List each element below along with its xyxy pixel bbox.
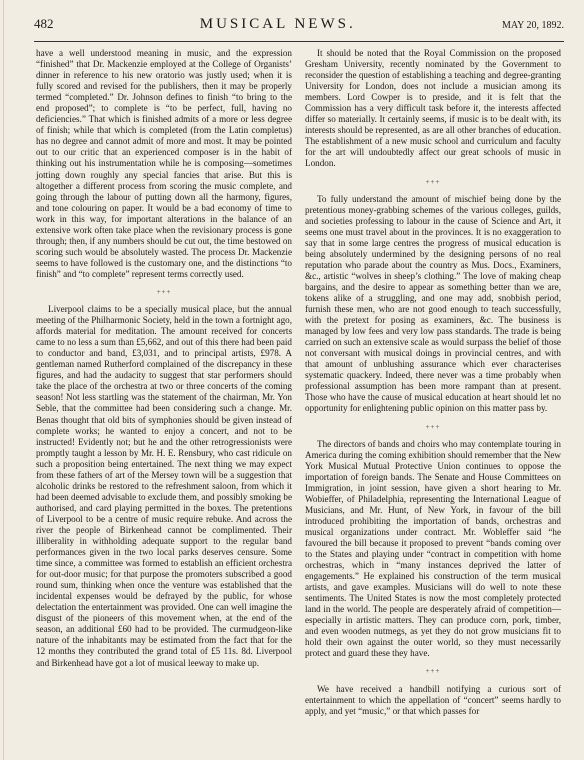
header-rule [34,41,564,42]
right-column [305,48,561,717]
section-separator: +++ [425,422,441,431]
article-paragraph: have a well understood meaning in music, and the expression “finished” that Dr. Mackenzie employed at the College of Organists’ dinner in reference to his new oratorio was justly used; when it is fully scored and revised for the publishers, then it may be properly termed “completed.” Dr. Johnson defines to finish “to bring to the end proposed”; to complete is “to be perfect, full, having no deficiencies.” That which is finished admits of a more or less degree of finish; while that which is completed (from the Latin completus) has no degree and cannot admit of more and most. It may be pointed out to our critic that an experienced composer is in the habit of thinking out his instrumentation while he is composing—sometimes jotting down roughly any special fancies that arise. But this is altogether a different process from scoring the music complete, and going through the labour of putting down all the harmony, figures, and tone colouring on paper. It would be a bad economy of time to work in this way, for important alterations in the balance of an extensive work often take place when the revisionary process is gone through; then, if any numbers should be cut out, the time bestowed on scoring such would be absolutely wasted. The process Dr. Mackenzie seems to have followed is the customary one, and the distinctions “to finish” and “to complete” represent terms correctly used. [36,48,292,279]
page-edge [3,0,4,760]
left-column [36,48,292,669]
article-paragraph: We have received a handbill notifying a curious sort of entertainment to which the appellation of “concert” seems hardly to apply, and yet “music,” or that which passes for [305,683,561,716]
section-separator: +++ [156,287,172,296]
issue-date: MAY 20, 1892. [501,20,564,31]
article-paragraph: To fully understand the amount of mischief being done by the pretentious money-grabbing schemes of the various colleges, guilds, and societies professing to labour in the cause of Science and Art, it seems one must travel about in the provinces. It is no exaggeration to say that in some large centres the progress of musical education is being absolutely undermined by the designing persons of no real reputation who parade about the country as Mus. Docs., Examiners, &c., artistic “wolves in sheep’s clothing.” The love of making cheap bargains, and the desire to appear as something better than we are, tokens alike of a struggling, and one may add, snobbish period, furnish these men, who are not good enough to teach successfully, with the pretext for posing as examiners, &c. The business is managed by low fees and very low pass standards. The trade is being carried on such an extensive scale as would surpass the belief of those not conversant with musical doings in provincial centres, and with that amount of unblushing assurance which ever characterises systematic quackery. Indeed, there never was a time probably when professional assumption has been more rampant than at present. Those who have the cause of musical education at heart should let no opportunity for enlightening public opinion on this matter pass by. [305,193,561,414]
section-separator: +++ [425,667,441,676]
section-separator: +++ [425,177,441,186]
page-number: 482 [34,16,54,31]
article-paragraph: Liverpool claims to be a specially musical place, but the annual meeting of the Philharmonic Society, held in the town a fortnight ago, affords material for meditation. The amount received for concerts came to no less a sum than £5,662, and out of this there had been paid to conductor and band, £3,031, and to principal artists, £978. A gentleman named Rutherford complained of the discrepancy in these figures, and had the audacity to suggest that star performers should take the place of the orchestra at two or three concerts of the coming season! Not less startling was the statement of the chairman, Mr. Yon Seble, that the committee had been considering such a change. Mr. Benas thought that old bits of symphonies should be given instead of complete works; he wanted to enjoy a concert, and not to be instructed! Evidently not; but he and the other retrogressionists were promptly taught a lesson by Mr. H. E. Rensbury, who cast ridicule on such a proposition being entertained. The next thing we may expect from these fathers of art of the Mersey town will be a suggestion that alcoholic drinks be restored to the refreshment saloon, from which it had been deemed advisable to exclude them, and possibly smoking be authorised, and card playing permitted in the boxes. The pretentions of Liverpool to be a centre of music require rebuke. And across the river the people of Birkenhead cannot be complimented. Their illiberality in withholding adequate support to the regular band performances given in the two local parks deserves censure. Some time since, a committee was formed to establish an efficient orchestra for out-door music; for that purpose the promoters subscribed a good round sum, thinking when once the venture was established that the incidental expenses would be defrayed by the public, for whose delectation the entertainment was provided. One can well imagine the disgust of the pioneers of this movement when, at the end of the season, an additional £60 had to be provided. The curmudgeon-like nature of the inhabitants may be estimated from the fact that for the 12 months they contributed the grand total of £5 11s. 8d. Liverpool and Birkenhead have got a lot of musical leeway to make up. [36,304,292,668]
publication-title: MUSICAL NEWS. [199,16,356,32]
page-header [34,16,564,38]
article-paragraph: The directors of bands and choirs who may contemplate touring in America during the coming exhibition should remember that the New York Musical Mutual Protective Union continues to oppose the importation of foreign bands. The Senate and House Committees on Immigration, in joint session, have given a short hearing to Mr. Wobieffer, of Philadelphia, representing the International League of Musicians, and Mr. Hunt, of New York, in favour of the bill introduced prohibiting the importation of bands, orchestras and musical organizations under contract. Mr. Wobleffer said “he favoured the bill because it proposed to prevent “bands coming over to the States and playing under “contract in competition with home orchestras, which in “many instances deprived the latter of engagements.” He explained his construction of the term musical artists, and gave examples. Musicians will do well to note these sentiments. The United States is now the most completely protected land in the world. The people are desperately afraid of competition—especially in artistic matters. They can produce corn, pork, timber, and even wooden nutmegs, as yet they do not grow musicians fit to hold their own against the outer world, so they must necessarily protect and guard these they have. [305,438,561,659]
article-paragraph: It should be noted that the Royal Commission on the proposed Gresham University, recently nominated by the Government to reconsider the question of establishing a teaching and degree-granting University for London, does not include a musician among its members. Lord Cowper is to preside, and it is felt that the Commission has a very difficult task before it, the interests affected differ so materially. It certainly seems, if music is to be dealt with, its interests should be represented, as are all other branches of education. The establishment of a new music school and curriculum and faculty for the art will undoubtedly affect our great schools of music in London. [305,48,561,169]
